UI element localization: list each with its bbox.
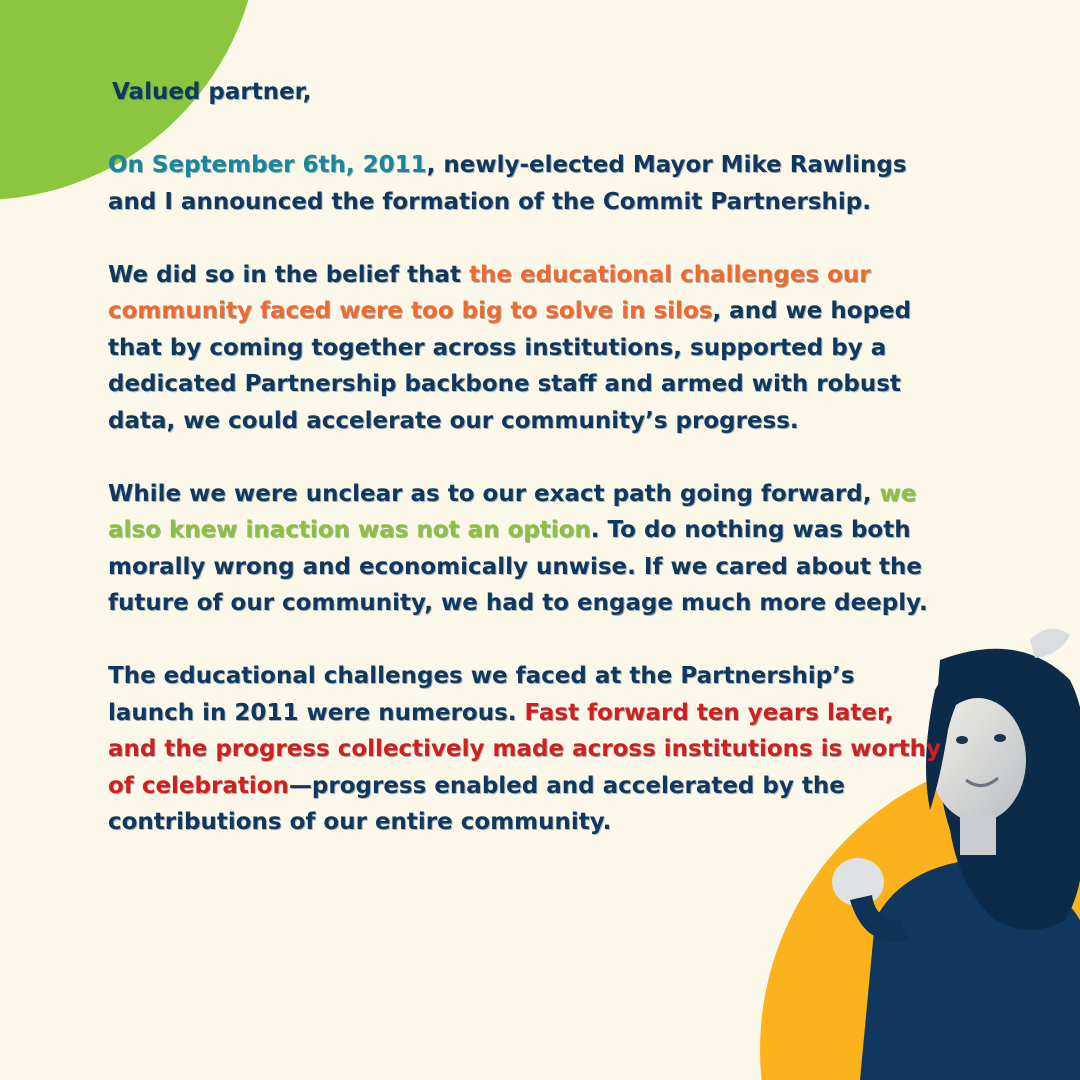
paragraph-text: . To do nothing was both morally wrong and economically unwise. If we cared about the future of our community, we had to engage much more deeply. [108,517,928,616]
paragraph-text: —progress enabled and accelerated by the contributions of our entire community. [108,772,845,835]
paragraph-text: , newly-elected Mayor Mike Rawlings and I announced the formation of the Commit Partnership. [108,152,907,215]
paragraph-inaction [108,476,948,622]
letter-body [108,74,948,877]
paragraph-progress [108,658,948,841]
paragraph-text: , and we hoped that by coming together across institutions, supported by a dedicated Partnership backbone staff and armed with robust data, we could accelerate our community’s progress. [108,298,912,434]
paragraph-formation [108,147,948,220]
paragraph-text: We did so in the belief that [108,261,470,288]
salutation: Valued partner, [112,79,312,105]
paragraph-text: While we were unclear as to our exact path going forward, [108,480,880,507]
paragraph-text: The educational challenges we faced at the Partnership’s launch in 2011 were numerous. [108,663,855,726]
paragraph-belief [108,257,948,440]
highlight-date: On September 6th, 2011 [108,152,427,178]
highlight-celebration: Fast forward ten years later, and the progress collectively made across institutions is worthy of celebration [108,699,942,799]
highlight-silos: the educational challenges our community faced were too big to solve in silos [108,261,871,324]
highlight-inaction: we also knew inaction was not an option [108,480,917,543]
